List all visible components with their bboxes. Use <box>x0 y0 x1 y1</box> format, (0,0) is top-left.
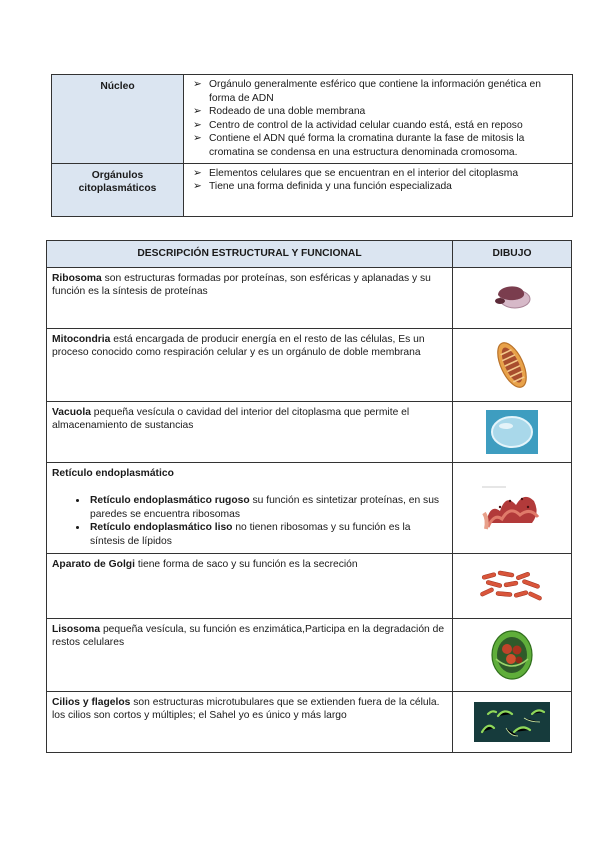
column-header-description: DESCRIPCIÓN ESTRUCTURAL Y FUNCIONAL <box>47 241 453 268</box>
list-item: ➢ Centro de control de la actividad celular cuando está, está en reposo <box>193 119 523 131</box>
description-cell: Vacuola pequeña vesícula o cavidad del interior del citoplasma que permite el almacenamiento de sustancias <box>47 401 453 462</box>
row-body <box>184 75 573 164</box>
description-cell: Aparato de Golgi tiene forma de saco y su función es la secreción <box>47 553 453 618</box>
drawing-cell <box>453 553 572 618</box>
drawing-cell <box>453 328 572 401</box>
arrow-bullet-icon: ➢ <box>193 133 202 145</box>
description-cell <box>47 462 453 553</box>
column-header-drawing: DIBUJO <box>453 241 572 268</box>
list-item: ➢ Orgánulo generalmente esférico que contiene la información genética en forma de ADN <box>193 79 541 104</box>
drawing-cell <box>453 401 572 462</box>
description-cell: Ribosoma son estructuras formadas por proteínas, son esféricas y aplanadas y su función es la síntesis de proteínas <box>47 267 453 328</box>
arrow-bullet-icon: ➢ <box>193 181 202 193</box>
mitochondria-icon <box>494 337 530 393</box>
drawing-cell <box>453 462 572 553</box>
sub-term: Retículo endoplasmático rugoso <box>90 495 250 507</box>
list-item: ➢ Rodeado de una doble membrana <box>193 106 366 118</box>
table-row <box>47 328 572 401</box>
list-item: • Retículo endoplasmático rugoso su función es sintetizar proteínas, en sus paredes se encuentra ribosomas <box>88 494 447 521</box>
row-heading: Orgánulos citoplasmáticos <box>52 163 184 216</box>
lysosome-icon <box>490 629 534 681</box>
drawing-cell <box>453 691 572 752</box>
organelle-term: Lisosoma <box>52 623 101 635</box>
description-cell: Mitocondria está encargada de producir energía en el resto de las células, Es un proceso conocido como respiración celular y es un orgánulo de doble membrana <box>47 328 453 401</box>
description-cell: Lisosoma pequeña vesícula, su función es enzimática,Participa en la degradación de restos celulares <box>47 618 453 691</box>
list-item: • Retículo endoplasmático liso no tienen ribosomas y su función es la síntesis de lípidos <box>88 521 447 548</box>
golgi-icon <box>478 568 546 604</box>
ribosome-icon <box>488 281 536 315</box>
table-header-row <box>47 241 572 268</box>
arrow-bullet-icon: ➢ <box>193 167 202 179</box>
organelle-detail-table <box>46 240 572 753</box>
table-row <box>52 163 573 216</box>
bullet-list <box>193 78 566 160</box>
drawing-cell <box>453 267 572 328</box>
table-row <box>47 553 572 618</box>
organelle-term: Retículo endoplasmático <box>52 467 174 479</box>
organelle-summary-table <box>51 74 573 217</box>
organelle-term: Vacuola <box>52 406 91 418</box>
list-item: ➢ Tiene una forma definida y una función especializada <box>193 181 452 193</box>
list-item: ➢ Elementos celulares que se encuentran en el interior del citoplasma <box>193 167 519 179</box>
sub-term: Retículo endoplasmático liso <box>90 522 233 534</box>
arrow-bullet-icon: ➢ <box>193 79 202 90</box>
arrow-bullet-icon: ➢ <box>193 106 202 118</box>
endoplasmic-reticulum-icon <box>480 483 544 533</box>
arrow-bullet-icon: ➢ <box>193 119 202 131</box>
cilia-flagella-icon <box>474 702 550 742</box>
row-body <box>184 163 573 216</box>
row-heading: Núcleo <box>52 75 184 164</box>
vacuole-icon <box>486 410 538 454</box>
drawing-cell <box>453 618 572 691</box>
table-row <box>47 401 572 462</box>
organelle-term: Cilios y flagelos <box>52 696 131 708</box>
description-cell: Cilios y flagelos son estructuras microtubulares que se extienden fuera de la célula. los cilios son cortos y múltiples; el Sahel yo es único y más largo <box>47 691 453 752</box>
table-row <box>47 618 572 691</box>
bullet-list <box>193 167 566 194</box>
table-row <box>47 691 572 752</box>
organelle-term: Mitocondria <box>52 333 111 345</box>
table-row <box>47 267 572 328</box>
sub-list <box>52 494 447 548</box>
table-row <box>52 75 573 164</box>
organelle-term: Aparato de Golgi <box>52 558 135 570</box>
list-item: ➢ Contiene el ADN qué forma la cromatina durante la fase de mitosis la cromatina se condensa en una estructura denominada cromosoma. <box>193 133 525 158</box>
table-row <box>47 462 572 553</box>
organelle-term: Ribosoma <box>52 272 102 284</box>
